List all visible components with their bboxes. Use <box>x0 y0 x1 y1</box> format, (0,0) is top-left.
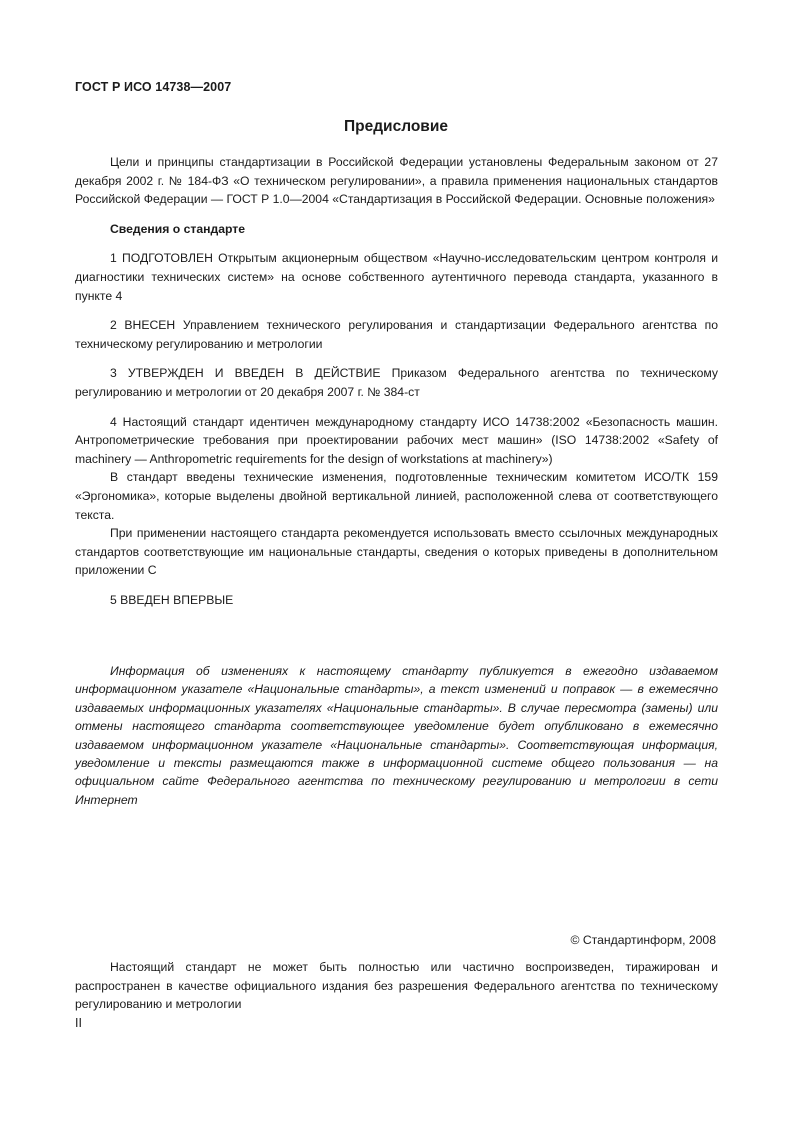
preface-body <box>75 153 718 609</box>
intro-paragraph: Цели и принципы стандартизации в Российской Федерации установлены Федеральным законом от 27 декабря 2002 г. № 184-ФЗ «О техническом регулировании», а правила применения национальных стандартов Российской Федерации — ГОСТ Р 1.0—2004 «Стандартизация в Российской Федерации. Основные положения» <box>75 155 718 207</box>
section-heading: Сведения о стандарте <box>110 221 246 236</box>
item-5-paragraph: 5 ВВЕДЕН ВПЕРВЫЕ <box>110 592 234 607</box>
document-code: ГОСТ Р ИСО 14738—2007 <box>75 80 232 94</box>
item-4-paragraph: 4 Настоящий стандарт идентичен международному стандарту ИСО 14738:2002 «Безопасность машин. Антропометрические требования при проектировании рабочих мест машин» (ISO 14738:2002 «Safety of machinery — Anthropometric requirements for the design of workstations at machinery») <box>75 414 718 466</box>
info-notice-block <box>75 662 718 809</box>
info-notice-paragraph: Информация об изменениях к настоящему стандарту публикуется в ежегодно издаваемом информационном указателе «Национальные стандарты», а текст изменений и поправок — в ежемесячно издаваемых информационных указателях «Национальные стандарты». В случае пересмотра (замены) или отмены настоящего стандарта соответствующее уведомление будет опубликовано в ежемесячно издаваемом информационном указателе «Национальные стандарты». Соответствующая информация, уведомление и тексты размещаются также в информационной системе общего пользования — на официальном сайте Федерального агентства по техническому регулированию и метрологии в сети Интернет <box>75 664 718 807</box>
item-1-paragraph: 1 ПОДГОТОВЛЕН Открытым акционерным обществом «Научно-исследовательским центром контроля и диагностики технических систем» на основе собственного аутентичного перевода стандарта, указанного в пункте 4 <box>75 251 718 303</box>
page-title: Предисловие <box>343 118 448 135</box>
item-3-paragraph: 3 УТВЕРЖДЕН И ВВЕДЕН В ДЕЙСТВИЕ Приказом Федерального агентства по техническому регулированию и метрологии от 20 декабря 2007 г. № 384-ст <box>75 366 718 399</box>
page-number: II <box>75 1016 82 1030</box>
reproduction-notice-paragraph: Настоящий стандарт не может быть полностью или частично воспроизведен, тиражирован и распространен в качестве официального издания без разрешения Федерального агентства по техническому регулированию и метрологии <box>75 960 718 1012</box>
reproduction-notice-block <box>75 958 718 1014</box>
item-2-paragraph: 2 ВНЕСЕН Управлением технического регулирования и стандартизации Федерального агентства по техническому регулированию и метрологии <box>75 318 718 351</box>
item-4-references-paragraph: При применении настоящего стандарта рекомендуется использовать вместо ссылочных международных стандартов соответствующие им национальные стандарты, сведения о которых приведены в дополнительном приложении С <box>75 526 718 578</box>
item-4-changes-paragraph: В стандарт введены технические изменения, подготовленные техническим комитетом ИСО/ТК 159 «Эргономика», которые выделены двойной вертикальной линией, расположенной слева от соответствующего текста. <box>75 470 718 522</box>
copyright-line: © Стандартинформ, 2008 <box>570 933 716 947</box>
